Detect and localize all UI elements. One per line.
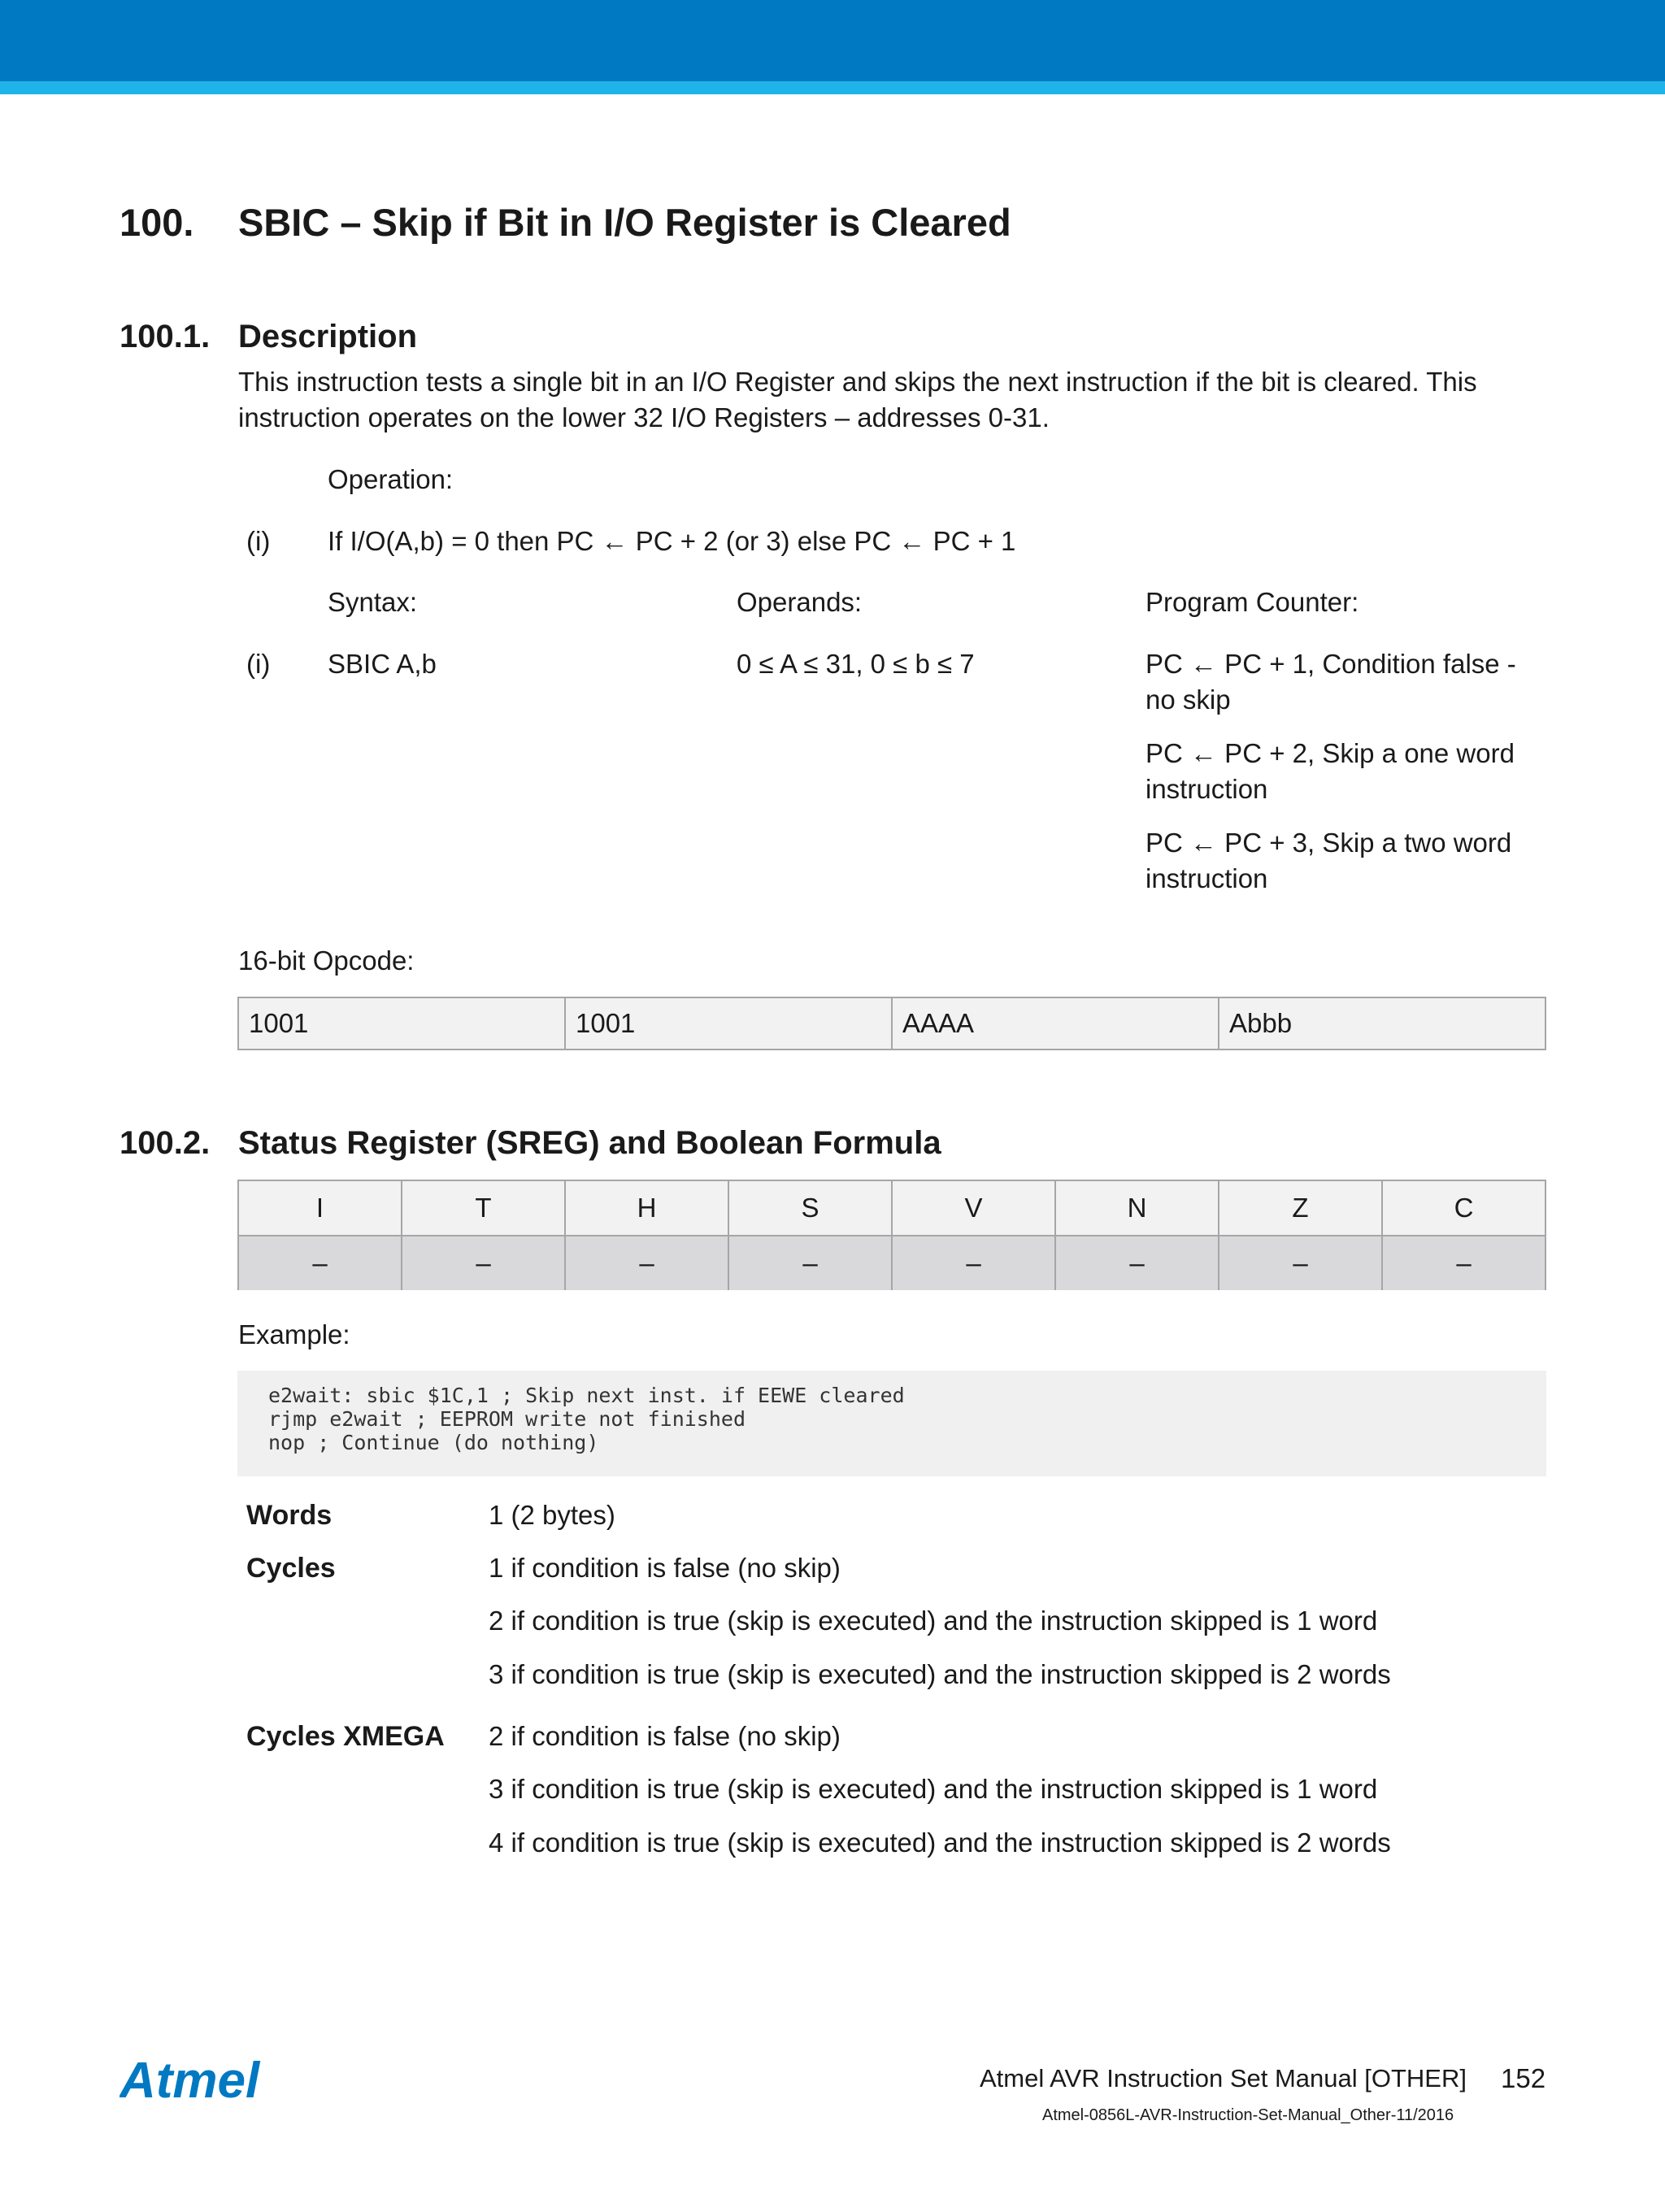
- description-number: 100.1.: [120, 319, 211, 354]
- sreg-value: –: [239, 1236, 402, 1290]
- opcode-label: 16-bit Opcode:: [238, 945, 415, 976]
- sreg-flag-h: H: [566, 1181, 729, 1235]
- sreg-flag-t: T: [402, 1181, 566, 1235]
- cycles-value-2: 2 if condition is true (skip is executed) and the instruction skipped is 1 word: [489, 1606, 1378, 1636]
- example-label: Example:: [238, 1319, 350, 1349]
- pc-value-2: PC ← PC + 2, Skip a one word instruction: [1146, 738, 1515, 804]
- words-label: Words: [246, 1500, 333, 1531]
- description-text: This instruction tests a single bit in an I/O Register and skips the next instruction if the bit is cleared. This instruction operates on the lower 32 I/O Registers – addresses 0-31.: [238, 367, 1477, 432]
- sreg-flag-c: C: [1454, 1193, 1474, 1223]
- sreg-flag-z: Z: [1219, 1181, 1383, 1235]
- cycles-xmega-value-3: 4 if condition is true (skip is executed) and the instruction skipped is 2 words: [489, 1827, 1391, 1858]
- sreg-flag-i: I: [239, 1181, 402, 1235]
- operation-formula: If I/O(A,b) = 0 then PC ← PC + 2 (or 3) else PC ← PC + 1: [328, 526, 1016, 556]
- page-number: 152: [1501, 2063, 1546, 2093]
- opcode-cell: 1001: [239, 998, 566, 1049]
- atmel-logo: [120, 2057, 282, 2110]
- logo-wordmark: Atmel: [120, 2057, 260, 2106]
- sreg-value: –: [729, 1236, 893, 1290]
- operands-label: Operands:: [737, 587, 863, 617]
- cycles-value-1: 1 if condition is false (no skip): [489, 1553, 841, 1583]
- words-value: 1 (2 bytes): [489, 1500, 615, 1530]
- code-block: [237, 1371, 1546, 1476]
- cycles-xmega-value-2: 3 if condition is true (skip is executed) and the instruction skipped is 1 word: [489, 1774, 1378, 1804]
- operands-value: 0 ≤ A ≤ 31, 0 ≤ b ≤ 7: [737, 649, 975, 679]
- sreg-header-row: [239, 1181, 1545, 1236]
- sreg-flag-s: S: [729, 1181, 893, 1235]
- header-stripe: [0, 81, 1665, 94]
- sreg-value: –: [1456, 1248, 1472, 1278]
- section-number: 100.: [120, 201, 194, 244]
- program-counter-label: Program Counter:: [1146, 587, 1359, 617]
- opcode-cell: AAAA: [893, 998, 1219, 1049]
- sreg-value: –: [893, 1236, 1056, 1290]
- sreg-table: [237, 1180, 1546, 1290]
- sreg-heading: Status Register (SREG) and Boolean Formula: [238, 1125, 941, 1161]
- cycles-xmega-value-1: 2 if condition is false (no skip): [489, 1721, 841, 1751]
- sreg-value-row: [239, 1236, 1545, 1290]
- header-bar: [0, 0, 1665, 81]
- sreg-value: –: [402, 1236, 566, 1290]
- description-heading: Description: [238, 319, 418, 354]
- pc-value-3: PC ← PC + 3, Skip a two word instruction: [1146, 828, 1512, 893]
- sreg-value: –: [566, 1236, 729, 1290]
- pc-value-1: PC ← PC + 1, Condition false - no skip: [1146, 649, 1516, 715]
- code-line: nop ; Continue (do nothing): [268, 1431, 599, 1454]
- footer-manual-title: Atmel AVR Instruction Set Manual [OTHER]: [980, 2064, 1467, 2092]
- sreg-flag-v: V: [893, 1181, 1056, 1235]
- cycles-label: Cycles: [246, 1553, 336, 1584]
- syntax-label: Syntax:: [328, 587, 418, 617]
- sreg-number: 100.2.: [120, 1125, 211, 1161]
- opcode-table: [237, 997, 1546, 1050]
- syntax-value: SBIC A,b: [328, 649, 437, 679]
- sreg-value: –: [1056, 1236, 1219, 1290]
- code-line: rjmp e2wait ; EEPROM write not finished: [268, 1407, 746, 1431]
- cycles-xmega-label: Cycles XMEGA: [246, 1721, 445, 1752]
- syntax-index: (i): [246, 649, 271, 679]
- footer-doc-id: Atmel-0856L-AVR-Instruction-Set-Manual_Other-11/2016: [1042, 2106, 1454, 2124]
- section-title: SBIC – Skip if Bit in I/O Register is Cleared: [238, 201, 1011, 244]
- cycles-value-3: 3 if condition is true (skip is executed) and the instruction skipped is 2 words: [489, 1659, 1391, 1689]
- opcode-cell: Abbb: [1229, 1008, 1293, 1038]
- sreg-flag-n: N: [1056, 1181, 1219, 1235]
- operation-label: Operation:: [328, 464, 454, 494]
- opcode-cell: 1001: [566, 998, 893, 1049]
- sreg-value: –: [1219, 1236, 1383, 1290]
- code-line: e2wait: sbic $1C,1 ; Skip next inst. if EEWE cleared: [268, 1384, 905, 1407]
- operation-index: (i): [246, 526, 271, 556]
